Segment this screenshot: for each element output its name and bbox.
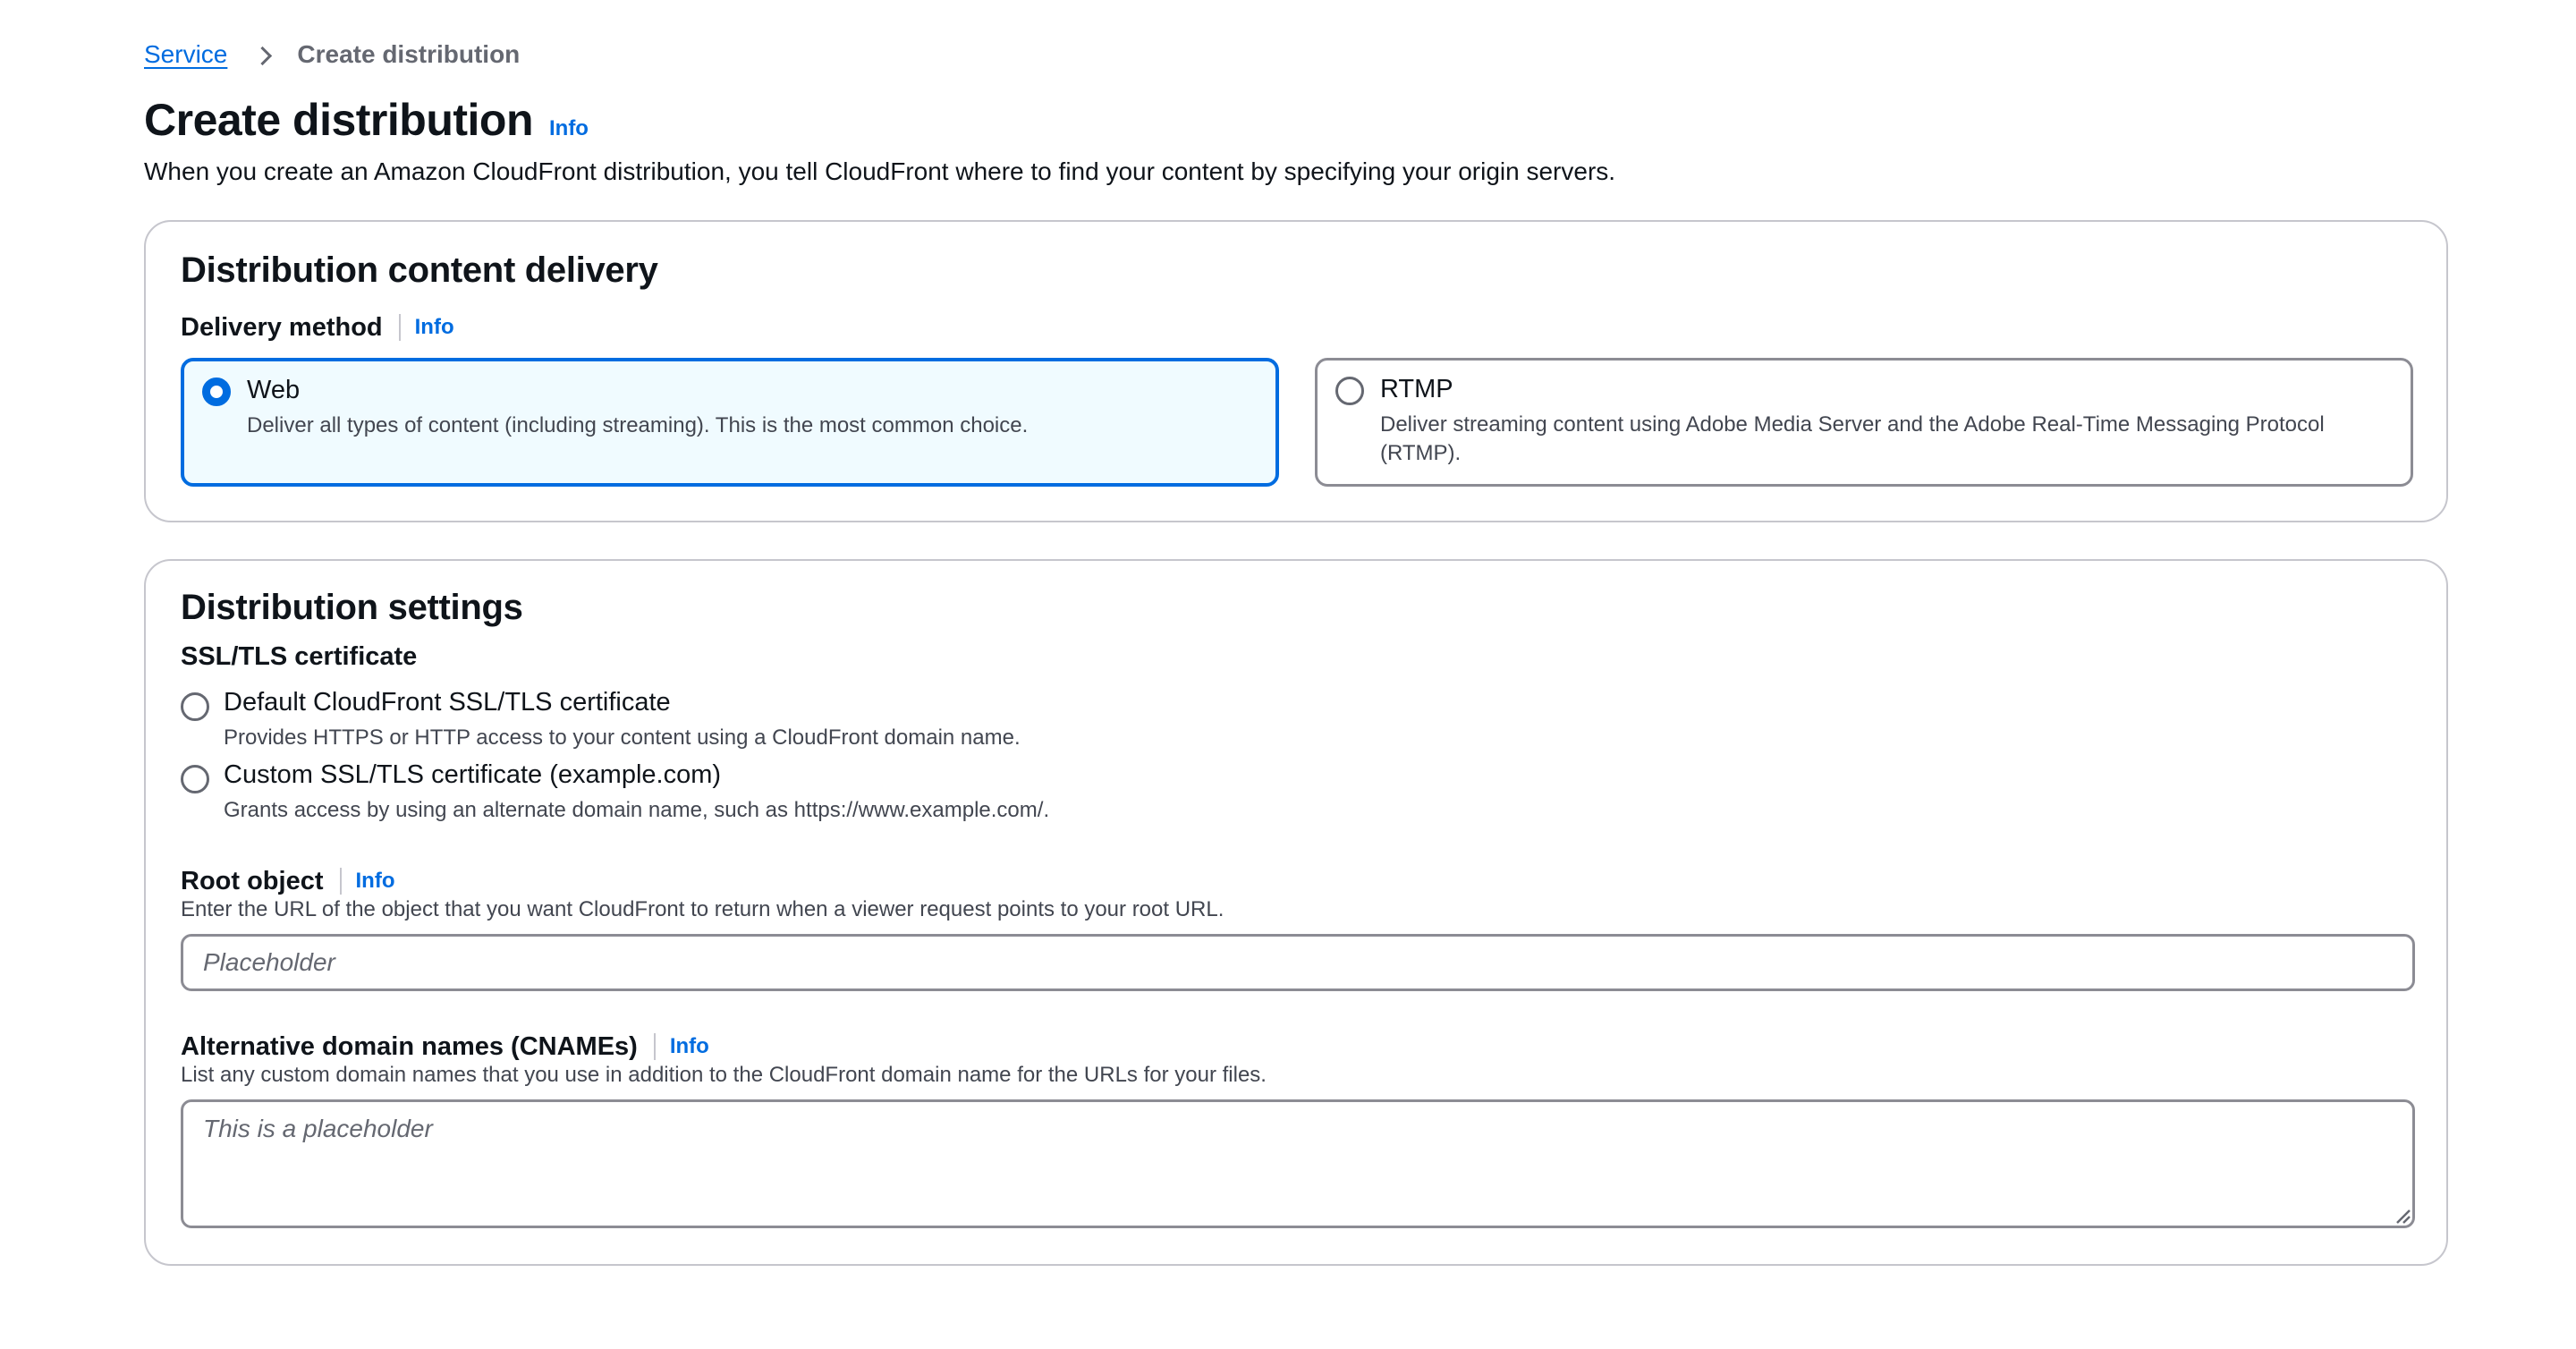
delivery-web-description: Deliver all types of content (including streaming). This is the most common choice. [247,413,1029,437]
page-description: When you create an Amazon CloudFront distribution, you tell CloudFront where to find your content by specifying your origin servers. [144,157,1616,185]
content-delivery-panel [144,220,2448,522]
label-divider [340,868,342,895]
breadcrumb-current: Create distribution [297,40,521,68]
delivery-method-label-row [181,312,454,343]
cnames-info-link[interactable]: Info [669,1034,709,1058]
cnames-textarea[interactable] [181,1099,2415,1228]
ssl-option-default[interactable] [181,688,1433,759]
ssl-custom-radio[interactable] [181,765,209,793]
breadcrumb [144,39,520,70]
chevron-right-icon [254,46,272,64]
delivery-web-radio[interactable] [202,378,231,406]
delivery-option-web-tile[interactable] [181,358,1279,487]
label-divider [399,314,401,341]
page-header [144,94,589,146]
ssl-default-title: Default CloudFront SSL/TLS certificate [224,688,671,717]
delivery-method-label: Delivery method [181,312,383,342]
page-info-link[interactable]: Info [548,116,589,140]
distribution-settings-heading: Distribution settings [181,588,523,627]
cnames-label: Alternative domain names (CNAMEs) [181,1031,638,1061]
delivery-option-rtmp-tile[interactable] [1315,358,2413,487]
ssl-default-description: Provides HTTPS or HTTP access to your content using a CloudFront domain name. [224,725,1021,750]
delivery-rtmp-title: RTMP [1380,375,1453,403]
delivery-method-info-link[interactable]: Info [414,315,454,339]
label-divider [654,1033,656,1060]
ssl-label-row [181,641,417,672]
cnames-hint: List any custom domain names that you use in addition to the CloudFront domain name for the URLs for your files. [181,1063,1267,1087]
ssl-option-custom[interactable] [181,760,1433,832]
delivery-rtmp-radio[interactable] [1335,377,1364,405]
resize-handle-icon[interactable] [2392,1205,2411,1225]
cnames-label-row [181,1031,709,1062]
distribution-settings-panel [144,559,2448,1266]
delivery-web-title: Web [247,376,301,404]
root-object-label: Root object [181,866,324,895]
ssl-certificate-label: SSL/TLS certificate [181,641,418,671]
root-object-info-link[interactable]: Info [355,869,395,893]
root-object-hint: Enter the URL of the object that you want CloudFront to return when a viewer request points to your root URL. [181,897,1224,921]
cnames-textarea-wrapper [181,1099,2415,1228]
content-delivery-heading: Distribution content delivery [181,250,658,290]
ssl-default-radio[interactable] [181,692,209,721]
root-object-input[interactable] [181,934,2415,991]
breadcrumb-link-service[interactable]: Service [144,40,228,68]
ssl-custom-title: Custom SSL/TLS certificate (example.com) [224,760,722,789]
delivery-rtmp-description: Deliver streaming content using Adobe Media Server and the Adobe Real-Time Messaging Protocol (RTMP). [1380,412,2325,465]
root-object-label-row [181,866,394,896]
page-title: Create distribution [144,95,533,145]
ssl-custom-description: Grants access by using an alternate domain name, such as https://www.example.com/. [224,798,1050,822]
